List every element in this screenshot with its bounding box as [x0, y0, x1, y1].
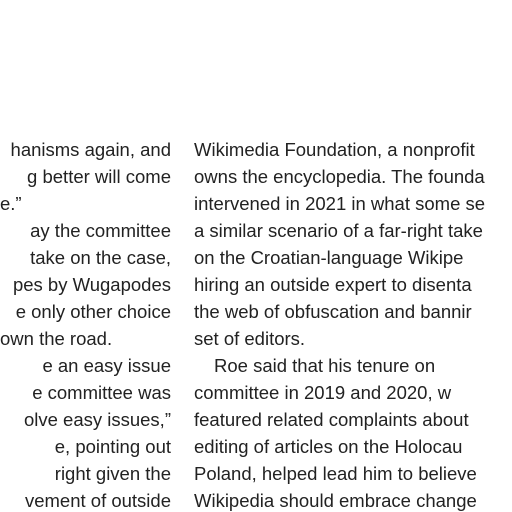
- text-line: e, pointing out: [54, 436, 171, 457]
- left-text-column: [0, 0, 172, 512]
- text-line: on the Croatian-language Wikipe: [194, 247, 464, 268]
- text-line: e committee was: [32, 382, 171, 403]
- text-line: e.”: [0, 193, 22, 214]
- right-text-column: [194, 0, 512, 512]
- text-line: intervened in 2021 in what some se: [194, 193, 486, 214]
- text-line: featured related complaints about: [194, 409, 469, 430]
- text-line: g better will come: [27, 166, 171, 187]
- text-line: e only other choice: [15, 301, 171, 322]
- text-line: Wikipedia should embrace change: [194, 490, 477, 511]
- text-line: own the road.: [0, 328, 113, 349]
- paragraph-first-line: Roe said that his tenure on: [214, 355, 436, 376]
- text-line: the web of obfuscation and bannir: [194, 301, 472, 322]
- text-line: e an easy issue: [42, 355, 171, 376]
- text-line: right given the: [54, 463, 171, 484]
- text-line: Poland, helped lead him to believe: [194, 463, 477, 484]
- text-line: take on the case,: [30, 247, 171, 268]
- text-line: vement of outside: [24, 490, 171, 511]
- text-line: owns the encyclopedia. The founda: [194, 166, 485, 187]
- text-line: set of editors.: [194, 328, 306, 349]
- text-line: ay the committee: [30, 220, 171, 241]
- text-line: a similar scenario of a far-right take: [194, 220, 483, 241]
- text-line: editing of articles on the Holocau: [194, 436, 463, 457]
- text-line: olve easy issues,”: [23, 409, 171, 430]
- text-line: committee in 2019 and 2020, w: [194, 382, 452, 403]
- text-line: pes by Wugapodes: [12, 274, 171, 295]
- text-line: Wikimedia Foundation, a nonprofit: [194, 139, 475, 160]
- text-line: hiring an outside expert to disenta: [194, 274, 472, 295]
- text-line: hanisms again, and: [10, 139, 171, 160]
